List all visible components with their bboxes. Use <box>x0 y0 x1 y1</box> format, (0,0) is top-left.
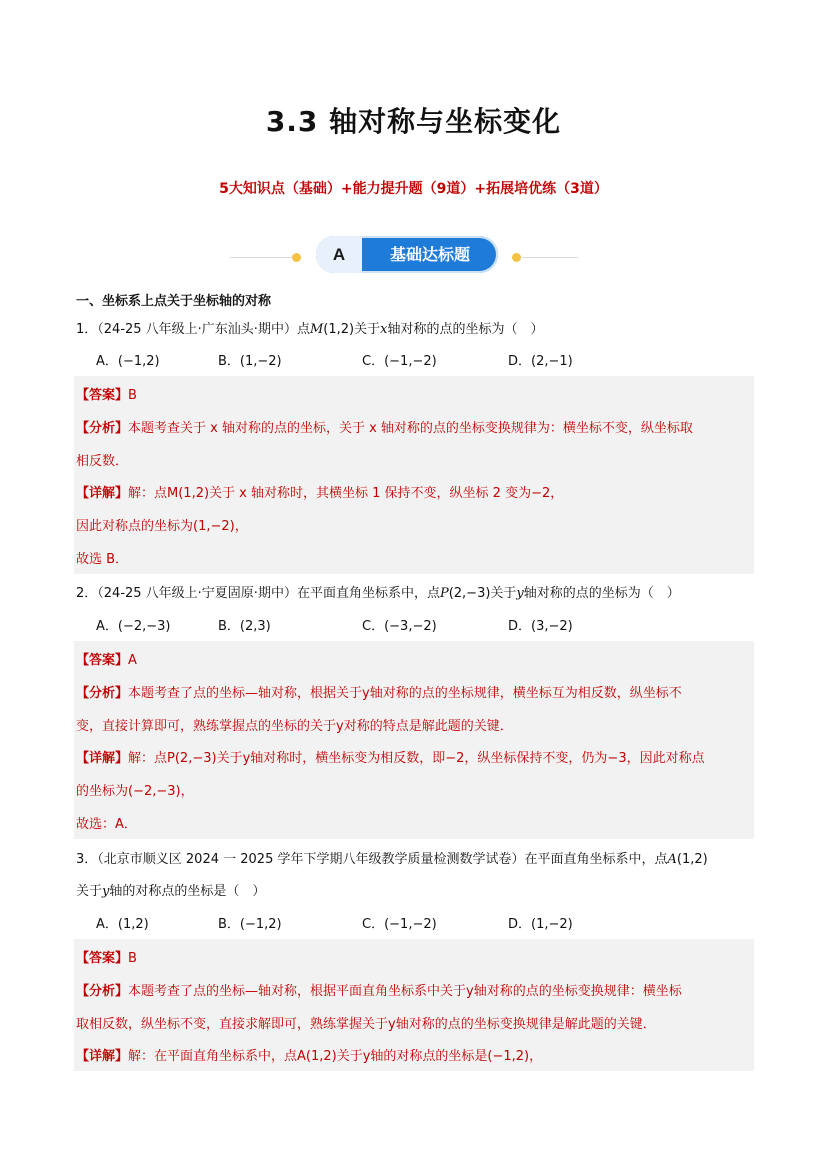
question-3-stem-line2 <box>76 880 265 899</box>
q3-stem-part: 轴的对称点的坐标是（ ） <box>109 884 266 899</box>
q1-option-a[interactable]: A．(−1,2) <box>96 354 160 369</box>
detail-tag: 【详解】 <box>76 1049 129 1064</box>
analysis-text: 变，直接计算即可，熟练掌握点的坐标的关于y对称的特点是解此题的关键． <box>76 719 513 734</box>
q3-stem-part: (1,2) <box>676 852 708 867</box>
question-2-solution <box>74 641 754 839</box>
question-1-solution <box>74 376 754 574</box>
answer-tag: 【答案】 <box>76 388 129 403</box>
answer-value: B <box>128 388 137 403</box>
banner-label: 基础达标题 <box>389 245 470 264</box>
q2-option-b[interactable]: B．(2,3) <box>218 619 271 634</box>
q1-option-c[interactable]: C．(−1,−2) <box>362 354 437 369</box>
analysis-tag: 【分析】 <box>76 984 129 999</box>
q1-point-var: M <box>309 322 324 337</box>
q3-axis-var: y <box>102 884 110 899</box>
answer-tag: 【答案】 <box>76 653 129 668</box>
detail-text: 故选：A． <box>76 817 137 832</box>
banner-left-dot <box>292 253 301 262</box>
q3-option-d[interactable]: D．(1,−2) <box>508 917 573 932</box>
analysis-text: 本题考查了点的坐标—轴对称，根据关于y轴对称的点的坐标规律，横坐标互为相反数，纵坐标不 <box>128 686 682 701</box>
page-subtitle: 5大知识点（基础）+能力提升题（9道）+拓展培优练（3道） <box>219 181 608 197</box>
q1-stem-part: (1,2)关于 <box>323 322 381 337</box>
q2-option-c[interactable]: C．(−3,−2) <box>362 619 437 634</box>
analysis-text: 取相反数，纵坐标不变，直接求解即可，熟练掌握关于y轴对称的点的坐标变换规律是解此题的关键． <box>76 1017 656 1032</box>
banner-letter: A <box>316 236 362 273</box>
q3-option-b[interactable]: B．(−1,2) <box>218 917 282 932</box>
q1-option-b[interactable]: B．(1,−2) <box>218 354 282 369</box>
q3-option-c[interactable]: C．(−1,−2) <box>362 917 437 932</box>
q3-point-var: A <box>667 852 677 867</box>
question-3-stem <box>76 848 708 867</box>
page-title: 3.3 轴对称与坐标变化 <box>265 105 562 138</box>
q1-stem-part: 1．（24-25 八年级上·广东汕头·期中）点 <box>76 322 310 337</box>
q3-stem-part: 关于 <box>76 884 103 899</box>
banner-left-line <box>230 257 294 258</box>
q2-point-var: P <box>439 586 449 601</box>
detail-text: 解：在平面直角坐标系中，点A(1,2)关于y轴的对称点的坐标是(−1,2)， <box>128 1049 543 1064</box>
analysis-tag: 【分析】 <box>76 686 129 701</box>
detail-text: 的坐标为(−2,−3)， <box>76 784 194 799</box>
detail-tag: 【详解】 <box>76 486 129 501</box>
q3-stem-part: 3．（北京市顺义区 2024 一 2025 学年下学期八年级教学质量检测数学试卷）在平面直角坐标系中，点 <box>76 852 668 867</box>
detail-text: 因此对称点的坐标为(1,−2)， <box>76 519 248 534</box>
detail-text: 故选 B． <box>76 552 129 567</box>
banner-right-dot <box>512 253 521 262</box>
banner-pill <box>316 236 498 273</box>
question-2-options <box>96 615 616 635</box>
question-1-stem <box>76 318 543 337</box>
q2-stem-part: (2,−3)关于 <box>448 586 517 601</box>
q3-option-a[interactable]: A．(1,2) <box>96 917 149 932</box>
question-1-options <box>96 350 616 370</box>
detail-text: 解：点P(2,−3)关于y轴对称时，横坐标变为相反数，即−2，纵坐标保持不变，仍为−3，因此对称点 <box>128 751 705 766</box>
section-heading: 一、坐标系上点关于坐标轴的对称 <box>76 294 272 309</box>
answer-value: A <box>128 653 137 668</box>
answer-tag: 【答案】 <box>76 951 129 966</box>
question-3-solution <box>74 939 754 1071</box>
detail-tag: 【详解】 <box>76 751 129 766</box>
analysis-tag: 【分析】 <box>76 421 129 436</box>
section-banner <box>230 236 590 276</box>
detail-text: 解：点M(1,2)关于 x 轴对称时，其横坐标 1 保持不变，纵坐标 2 变为−2， <box>128 486 564 501</box>
answer-value: B <box>128 951 137 966</box>
q2-stem-part: 2．（24-25 八年级上·宁夏固原·期中）在平面直角坐标系中，点 <box>76 586 440 601</box>
q2-option-a[interactable]: A．(−2,−3) <box>96 619 171 634</box>
banner-right-line <box>522 257 578 258</box>
question-3-options <box>96 913 616 933</box>
q1-option-d[interactable]: D．(2,−1) <box>508 354 573 369</box>
q2-axis-var: y <box>516 586 524 601</box>
analysis-text: 相反数． <box>76 454 129 469</box>
q1-axis-var: x <box>380 322 388 337</box>
analysis-text: 本题考查了点的坐标—轴对称，根据平面直角坐标系中关于y轴对称的点的坐标变换规律：横坐标 <box>128 984 682 999</box>
analysis-text: 本题考查关于 x 轴对称的点的坐标，关于 x 轴对称的点的坐标变换规律为：横坐标不变，纵坐标取 <box>128 421 693 436</box>
q1-stem-part: 轴对称的点的坐标为（ ） <box>387 322 544 337</box>
q2-stem-part: 轴对称的点的坐标为（ ） <box>523 586 680 601</box>
question-2-stem <box>76 582 680 601</box>
q2-option-d[interactable]: D．(3,−2) <box>508 619 573 634</box>
